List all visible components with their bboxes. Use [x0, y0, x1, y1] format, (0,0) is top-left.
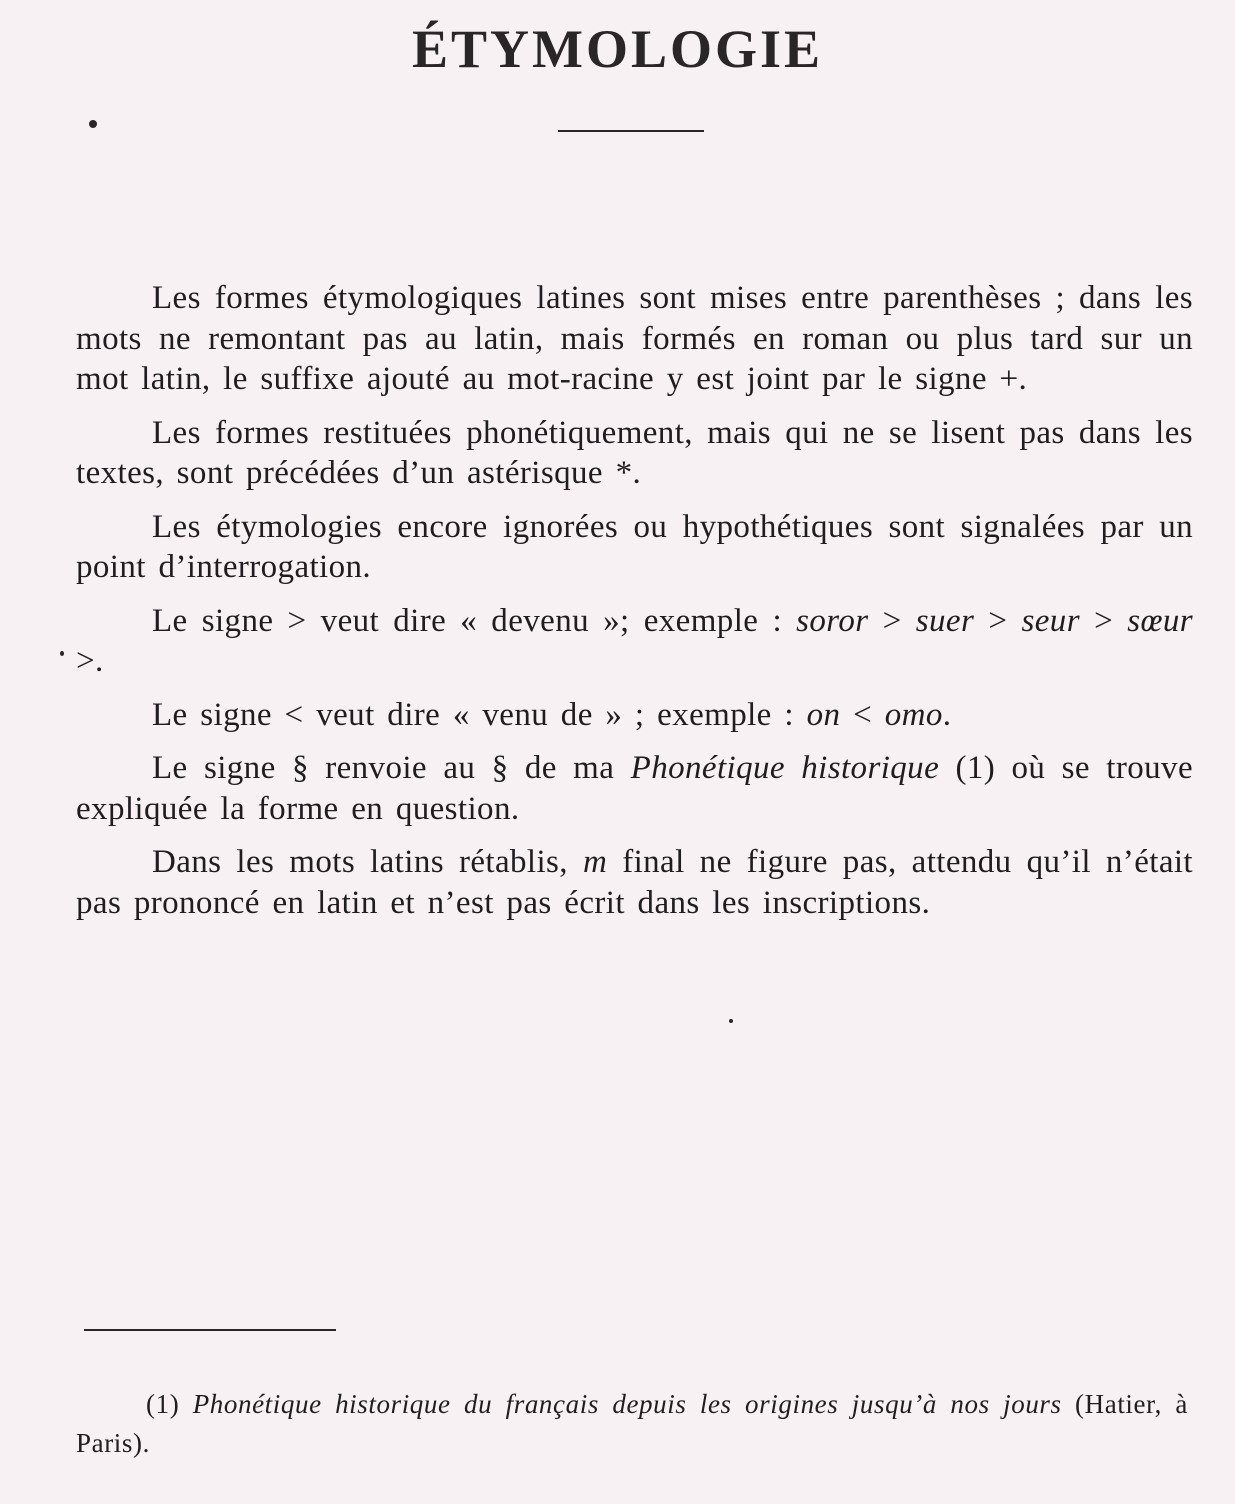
example-seur: seur: [1021, 602, 1080, 639]
p4-lead: Le signe > veut dire « devenu »; exemple :: [152, 602, 797, 639]
footnote: [76, 1385, 1188, 1463]
p7-end: final ne figure pas, attendu qu’il n’était pas prononcé en latin et n’est pas écrit dans les inscriptions.: [76, 844, 1193, 921]
example-soror: soror: [796, 602, 869, 639]
paragraph-sign-less: [76, 695, 1193, 736]
page-title: ÉTYMOLOGIE: [411, 19, 824, 79]
footnote-reference: Phonétique historique du français depuis les origines jusqu’à nos jours: [192, 1389, 1062, 1419]
p7-lead: Dans les mots latins rétablis,: [152, 844, 583, 880]
p4-sep3: >: [1079, 602, 1128, 639]
p6-lead: Le signe § renvoie au § de ma: [152, 750, 631, 786]
example-on: on: [806, 696, 841, 733]
ink-speck: [89, 120, 97, 128]
footnote-divider: [84, 1329, 336, 1331]
paragraph-final-m: [76, 842, 1193, 923]
example-soeur: sœur: [1127, 602, 1194, 639]
p4-sep1: >: [868, 602, 916, 639]
paragraph-question-mark: Les étymologies encore ignorées ou hypothétiques sont signalées par un point d’interrogation.: [76, 508, 1193, 585]
example-suer: suer: [915, 602, 975, 639]
example-omo: omo: [884, 696, 943, 733]
p4-end: >.: [76, 643, 104, 679]
p6-end: (1) où se trouve expliquée la forme en question.: [76, 750, 1194, 827]
footnote-end: (Hatier, à Paris).: [76, 1389, 1188, 1458]
footnote-mark: (1): [146, 1389, 193, 1419]
ink-speck: [729, 1019, 733, 1023]
paragraph-sign-greater: [76, 601, 1193, 682]
footnote-text: [76, 1385, 1188, 1463]
p5-lead: Le signe < veut dire « venu de » ; exemple :: [152, 696, 807, 733]
title-divider: [558, 130, 704, 132]
p5-sep: <: [840, 696, 885, 733]
paragraph-asterisk: Les formes restituées phonétiquement, mais qui ne se lisent pas dans les textes, sont précédées d’un astérisque *.: [76, 414, 1193, 491]
paragraph-parentheses: Les formes étymologiques latines sont mises entre parenthèses ; dans les mots ne remontant pas au latin, mais formés en roman ou plus tard sur un mot latin, le suffixe ajouté au mot-racine y est joint par le signe +.: [76, 280, 1193, 397]
body-text: [76, 278, 1193, 936]
p4-sep2: >: [974, 602, 1022, 639]
reference-phonetique: Phonétique historique: [630, 750, 940, 786]
p5-end: .: [942, 696, 952, 733]
ink-speck: [60, 651, 64, 656]
letter-m: m: [582, 844, 608, 880]
paragraph-section-sign: [76, 748, 1193, 829]
